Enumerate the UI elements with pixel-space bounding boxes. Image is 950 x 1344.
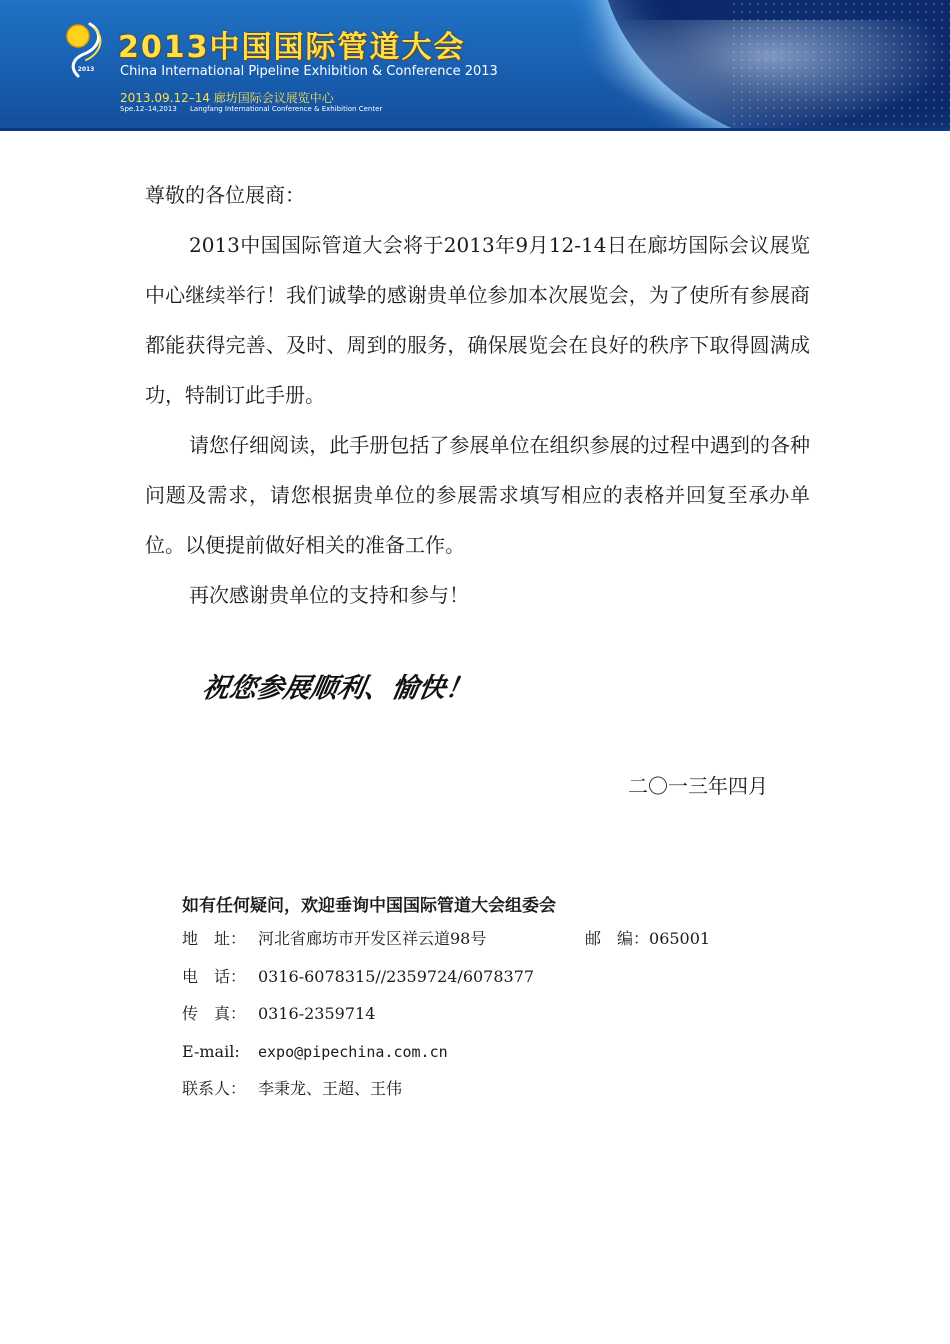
banner-date-venue: 2013.09.12–14 廊坊国际会议展览中心 <box>120 91 334 105</box>
logo-year: 2013 <box>77 66 95 73</box>
contact-address-row <box>182 920 802 958</box>
banner-venue-en: Langfang International Conference & Exhibition Center <box>190 105 383 113</box>
letter-date: 二〇一三年四月 <box>628 774 768 798</box>
contact-phone-row <box>182 958 802 996</box>
banner-date-en: Spe.12–14,2013 <box>120 105 177 113</box>
postcode-label: 邮 编： <box>585 929 650 948</box>
letter-paragraph-3: 再次感谢贵单位的支持和参与！ <box>189 583 469 607</box>
header-banner <box>0 0 950 131</box>
contact-fax-row <box>182 995 802 1033</box>
contact-email-row <box>182 1033 802 1071</box>
address-value: 河北省廊坊市开发区祥云道98号 <box>258 929 487 948</box>
phone-label: 电 话： <box>182 966 247 986</box>
banner-title: 2013中国国际管道大会 <box>118 30 466 65</box>
contact-block <box>182 892 802 1108</box>
people-label: 联系人： <box>182 1079 247 1098</box>
fax-value: 0316-2359714 <box>258 1004 376 1023</box>
people-value: 李秉龙、王超、王伟 <box>258 1079 403 1098</box>
phone-value: 0316-6078315//2359724/6078377 <box>258 966 535 986</box>
email-link[interactable]: expo@pipechina.com.cn <box>258 1042 448 1061</box>
postcode-value: 065001 <box>649 929 711 948</box>
email-label: E-mail: <box>182 1041 240 1061</box>
fax-label: 传 真： <box>182 1004 247 1023</box>
address-label: 地 址： <box>182 929 247 948</box>
contact-heading: 如有任何疑问，欢迎垂询中国国际管道大会组委会 <box>182 896 556 916</box>
letter-paragraph-1: 2013中国国际管道大会将于2013年9月12-14日在廊坊国际会议展览中心继续举行！我们诚挚的感谢贵单位参加本次展览会，为了使所有参展商都能获得完善、及时、周到的服务，确保展览会在良好的秩序下取得圆满成功，特制订此手册。 <box>145 233 810 407</box>
letter-paragraph-2: 请您仔细阅读，此手册包括了参展单位在组织参展的过程中遇到的各种问题及需求，请您根据贵单位的参展需求填写相应的表格并回复至承办单位。以便提前做好相关的准备工作。 <box>145 433 810 557</box>
letter-body <box>145 170 810 620</box>
contact-people-row <box>182 1070 802 1108</box>
letter-salutation: 尊敬的各位展商： <box>145 183 305 207</box>
letter-wish: 祝您参展顺利、愉快！ <box>199 673 476 704</box>
postcode-group <box>585 920 710 958</box>
banner-subtitle: China International Pipeline Exhibition & Conference 2013 <box>120 64 498 79</box>
